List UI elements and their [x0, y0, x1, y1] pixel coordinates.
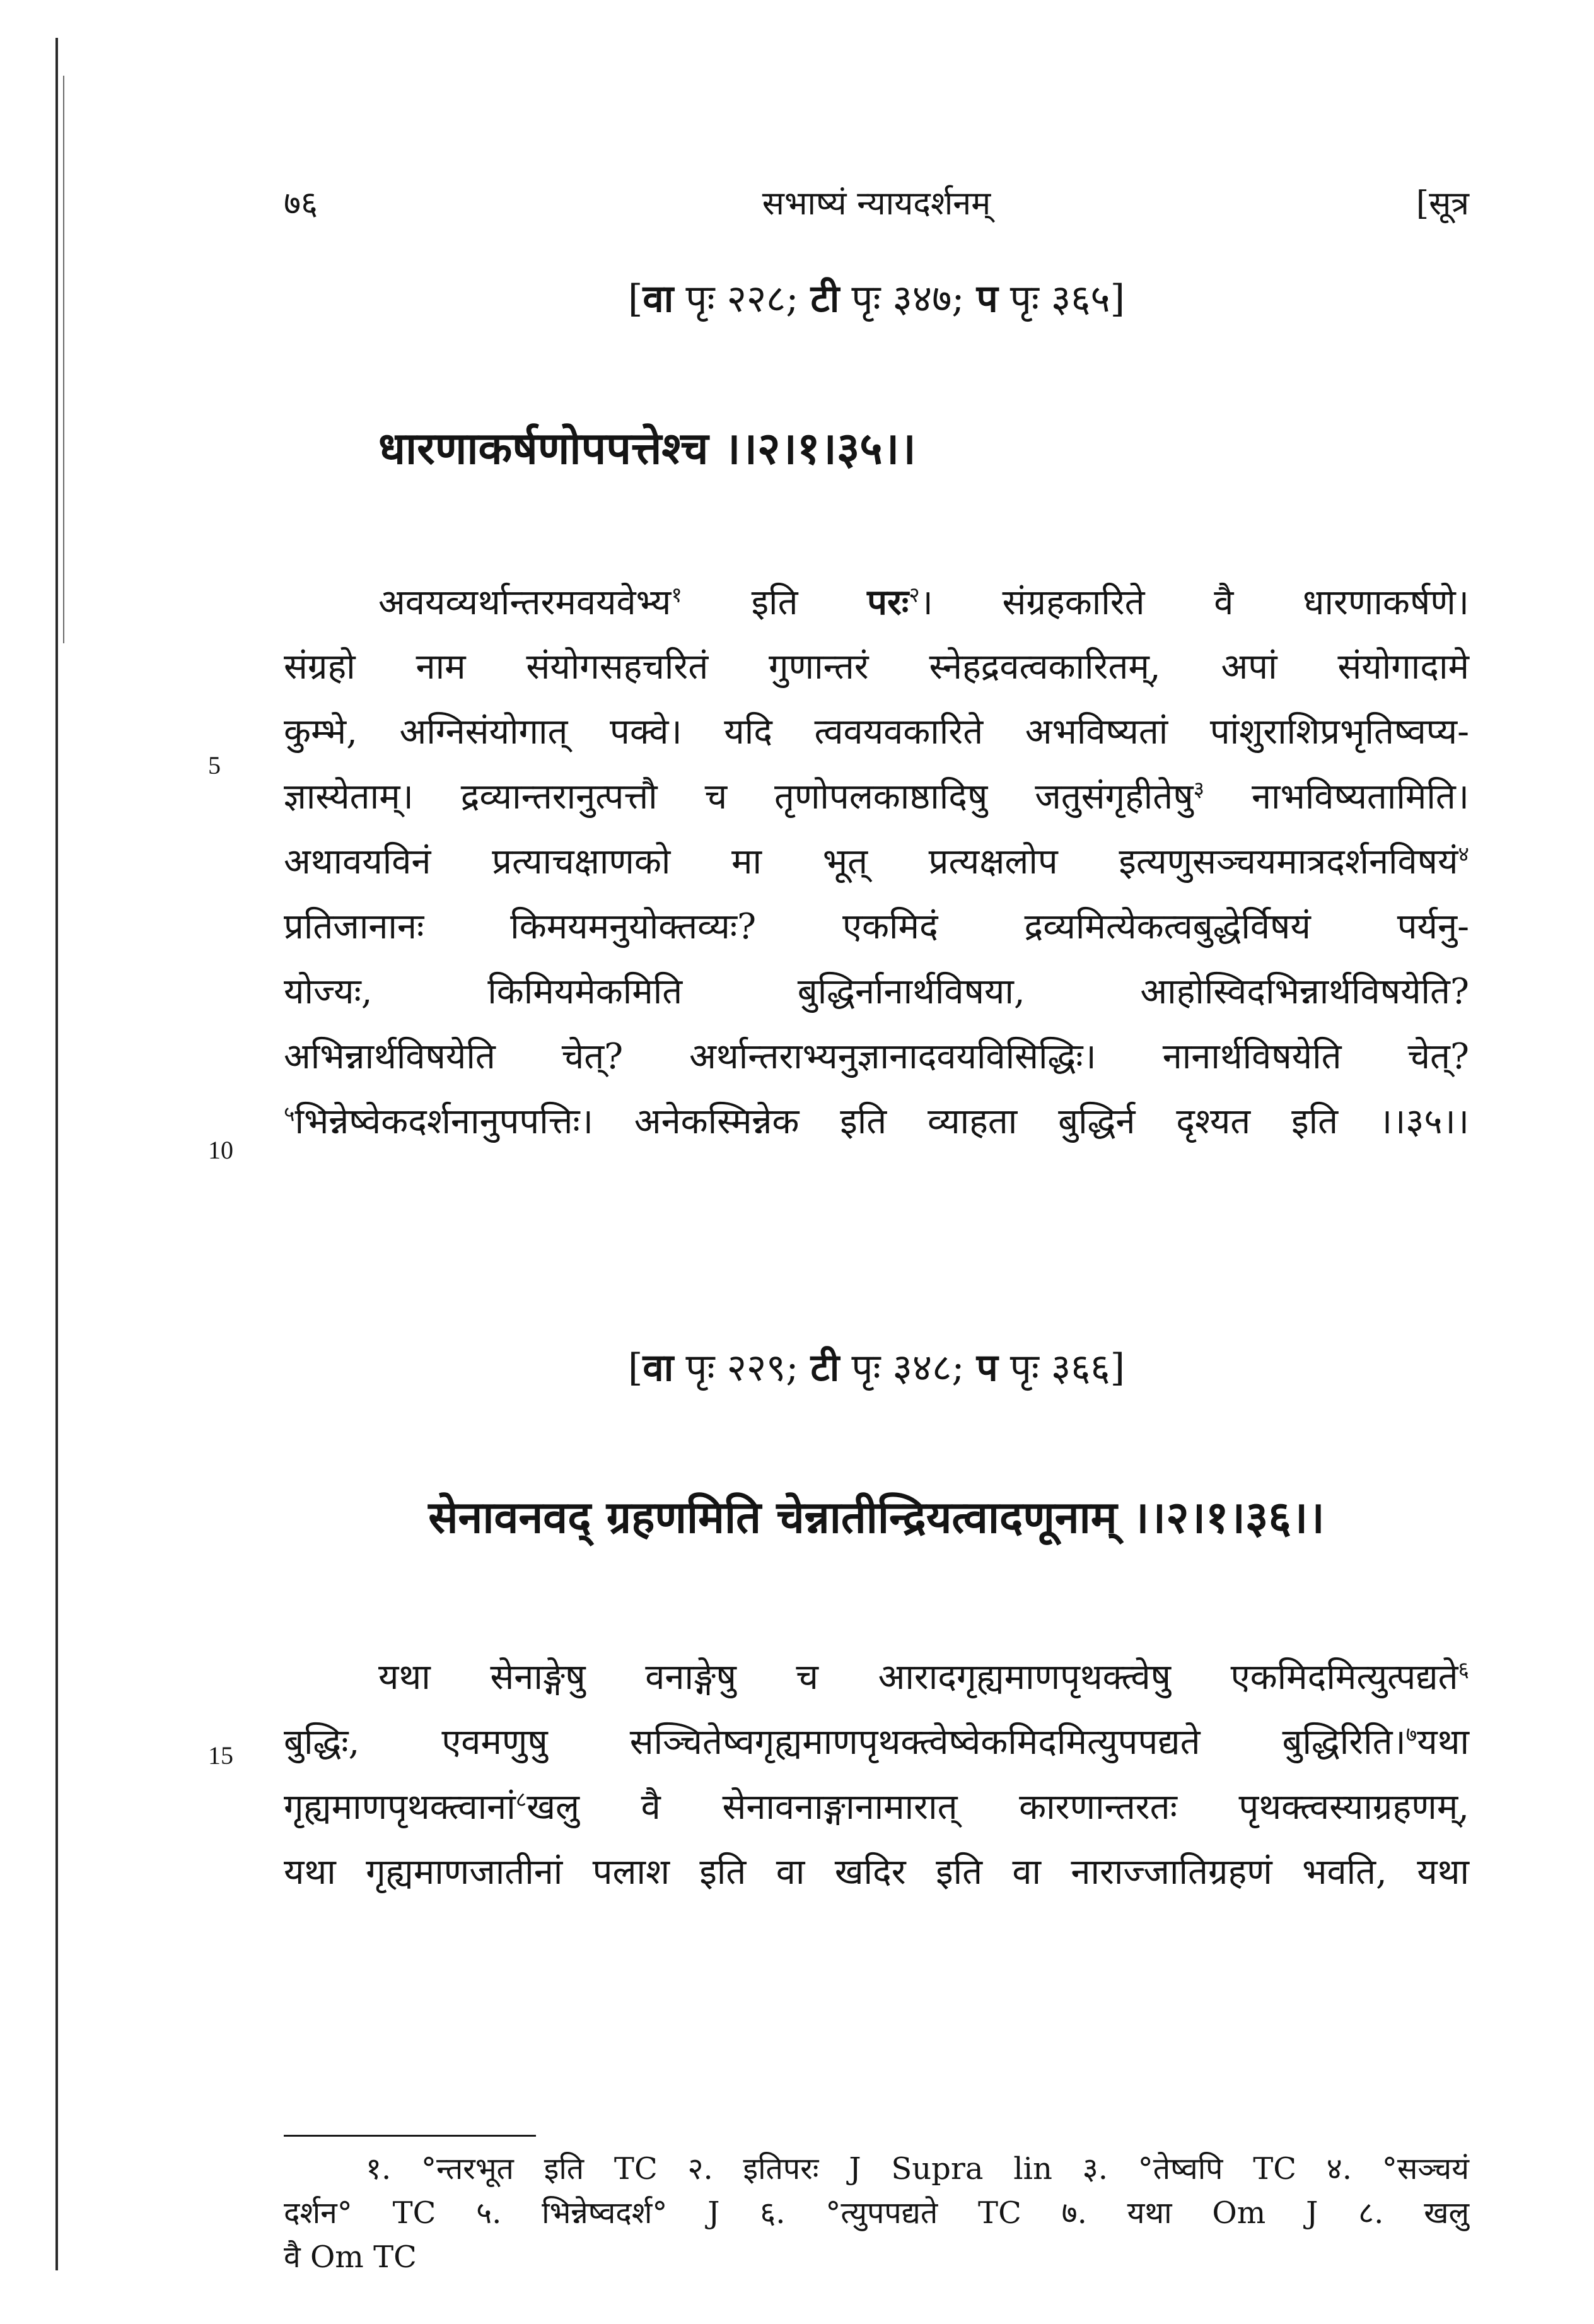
footnote-line: दर्शन° TC ५. भिन्नेष्वदर्श° J ६. °त्युपपद्यते TC ७. यथा Om J ८. खलु	[284, 2195, 1469, 2231]
line-number: 15	[208, 1741, 233, 1770]
text-line: संग्रहो नाम संयोगसहचरितं गुणान्तरं स्नेहद्रवत्वकारितम्, अपां संयोगादामे	[284, 646, 1469, 687]
ref-va: वा	[643, 1346, 674, 1390]
sutra-heading-35: धारणाकर्षणोपपत्तेश्च ।।२।१।३५।।	[378, 422, 916, 474]
book-title: सभाष्यं न्यायदर्शनम्	[762, 185, 991, 223]
footnote-line: १. °न्तरभूत इति TC २. इतिपरः J Supra lin ३. °तेष्वपि TC ४. °सञ्चयं	[366, 2151, 1469, 2187]
text-line: प्रतिजानानः किमयमनुयोक्तव्यः? एकमिदं द्रव्यमित्येकत्वबुद्धेर्विषयं पर्यनु-	[284, 906, 1469, 947]
sutra-heading-36: सेनावनवद् ग्रहणमिति चेन्नातीन्द्रियत्वादणूनाम् ।।२।१।३६।।	[428, 1491, 1325, 1543]
line-number: 5	[208, 751, 221, 780]
section-label: [सूत्र	[1416, 185, 1469, 223]
text-line: यथा सेनाङ्गेषु वनाङ्गेषु च आरादगृह्यमाणपृथक्त्वेषु एकमिदमित्युत्पद्यते$^६$	[378, 1657, 1469, 1698]
ref-pa: प	[976, 1346, 998, 1390]
running-head	[284, 180, 1469, 230]
text-line: योज्यः, किमियमेकमिति बुद्धिर्नानार्थविषया, आहोस्विदभिन्नार्थविषयेति?	[284, 971, 1469, 1012]
ref-ti: टी	[810, 1346, 840, 1390]
edition-reference-2: [वा पृः २२९; टी पृः ३४८; प पृः ३६६]	[627, 1346, 1126, 1390]
ref-ti: टी	[810, 277, 840, 321]
text-line: बुद्धिः, एवमणुषु सञ्चितेष्वगृह्यमाणपृथक्त्वेष्वेकमिदमित्युपपद्यते बुद्धिरिति।$^७$यथा	[284, 1722, 1469, 1763]
text-line: ज्ञास्येताम्। द्रव्यान्तरानुत्पत्तौ च तृणोपलकाष्ठादिषु जतुसंगृहीतेषु$^३$ नाभविष्यतामिति।	[284, 776, 1469, 817]
edition-reference-1: [वा पृः २२८; टी पृः ३४७; प पृः ३६५]	[627, 277, 1126, 321]
footnote-line: वै Om TC	[284, 2239, 417, 2275]
text-line: गृह्यमाणपृथक्त्वानां$^८$खलु वै सेनावनाङ्गानामारात् कारणान्तरतः पृथक्त्वस्याग्रहणम्,	[284, 1787, 1469, 1828]
text-line: अथावयविनं प्रत्याचक्षाणको मा भूत् प्रत्यक्षलोप इत्यणुसञ्चयमात्रदर्शनविषयं$^४$	[284, 841, 1469, 882]
text-line: यथा गृह्यमाणजातीनां पलाश इति वा खदिर इति वा नाराज्जातिग्रहणं भवति, यथा	[284, 1852, 1469, 1893]
ref-va: वा	[643, 277, 674, 321]
ref-pa: प	[976, 277, 998, 321]
text-line: अवयव्यर्थान्तरमवयवेभ्य$^१$ इति परः$^२$। संग्रहकारिते वै धारणाकर्षणे।	[378, 581, 1469, 623]
footnote-rule	[284, 2135, 536, 2137]
line-number: 10	[208, 1136, 233, 1164]
text-line: कुम्भे, अग्निसंयोगात् पक्वे। यदि त्ववयवकारिते अभविष्यतां पांशुराशिप्रभृतिष्वप्य-	[284, 711, 1469, 752]
text-line: $^५$भिन्नेष्वेकदर्शनानुपपत्तिः। अनेकस्मिन्नेक इति व्याहता बुद्धिर्न दृश्यत इति ।।३५।।	[284, 1101, 1469, 1142]
text-line: अभिन्नार्थविषयेति चेत्? अर्थान्तराभ्यनुज्ञानादवयविसिद्धिः। नानार्थविषयेति चेत्?	[284, 1036, 1469, 1077]
page-number: ७६	[284, 185, 318, 223]
